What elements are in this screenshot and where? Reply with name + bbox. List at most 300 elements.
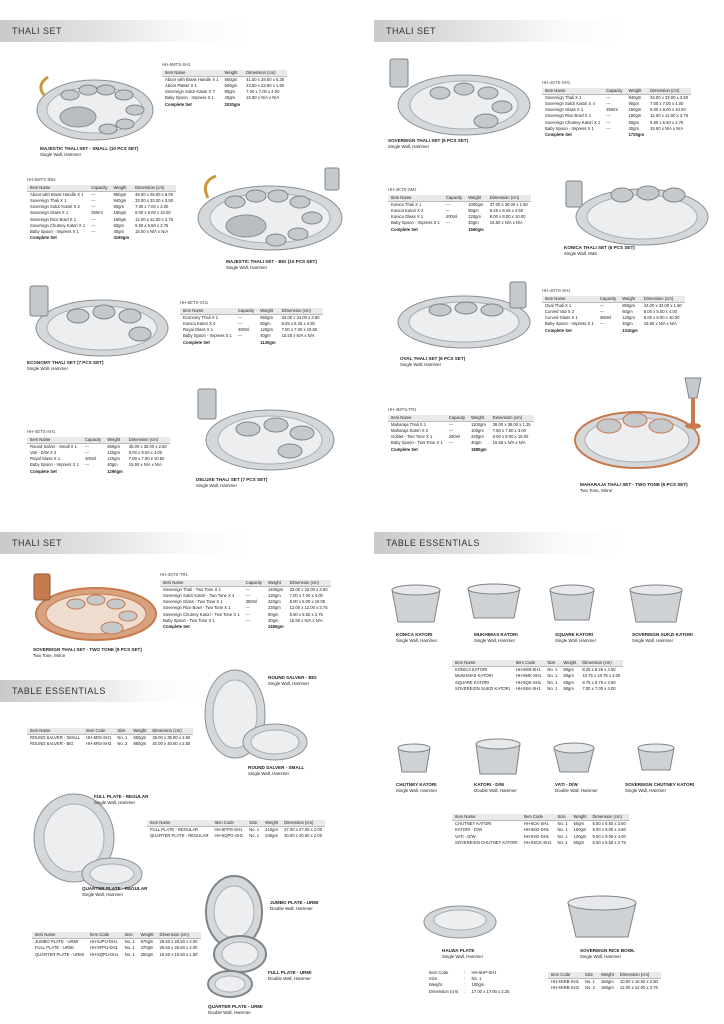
spec-table [147,820,325,840]
table-row [452,660,623,667]
table-cell: ROUND SALVER - BIG [30,741,74,747]
table-cell: Goblet - Two Tone X 1 [391,434,433,440]
product-subtitle: Single Wall, Hammer [555,638,597,643]
table-cell: 40gm [471,440,482,446]
spec-table [426,970,512,995]
item-code: HH-4KTS-SM1 [388,187,417,192]
table-cell: 9.00 x 9.00 x 4.00 [592,833,626,839]
column-header: Dimension (cm) [490,415,534,422]
table-cell: Sovereign Chutney Katori - Two Tone X 1 [163,611,240,617]
table-cell: --- [245,586,250,592]
column-header: Item Name [452,814,521,821]
table-cell: 130gm [267,593,281,598]
table-cell: 15.50 x N/A x N/A [289,617,323,623]
table-cell: 15.50 x N/A x N/A [650,125,684,131]
column-header: Item Name [160,580,243,587]
table-row [542,302,685,309]
table-cell: No. 1 [249,827,260,833]
table-row [180,314,323,321]
table-row [162,70,287,77]
product-subtitle: Two Tone, Mirror [33,653,66,658]
table-cell: No. 1 [471,976,482,982]
table-row [548,972,661,979]
column-header: Size [122,932,138,939]
table-cell: No. 1 [547,673,558,679]
product-title: ECONOMY THALI SET (7 PCS SET) [27,360,104,365]
table-cell: --- [448,428,453,433]
table-cell: SOVEREIGN CHUTNEY KATORI [455,839,518,845]
table-cell [446,447,468,453]
product-title: FULL PLATE - REGULAR [94,794,149,799]
table-cell: HH-5QPG-SH1 [214,833,244,839]
table-cell: --- [91,229,96,235]
table-cell: 8.25 x 8.25 x 4.50 [489,208,524,213]
table-cell: --- [606,113,611,119]
total-row [542,328,685,334]
column-header: Capacity [235,308,257,315]
table-cell: HH-5HP-SH1 [471,970,497,975]
table-cell: 120gm [573,833,587,839]
majestic-big-image [190,160,350,255]
column-header: Capacity [446,415,468,422]
table-cell: No. 2 [117,741,128,747]
spec-table [27,185,176,242]
table-cell: 1000gm [468,201,484,207]
table-cell: 34.00 x 34.00 x 3.50 [281,314,320,320]
table-cell: Item Code [429,970,449,975]
table-row [147,820,325,827]
table-cell: --- [606,94,611,100]
column-header: Size [555,814,571,821]
table-row [542,88,691,95]
column-header: Capacity [597,296,619,303]
table-row [27,437,170,444]
product-subtitle: Single Wall, Hammer [632,638,674,643]
table-cell: --- [91,216,96,222]
table-cell: 400ml [445,214,458,220]
column-header: Weight [571,814,590,821]
table-row [452,686,623,692]
table-cell: Dimension (cm) [429,988,459,994]
table-row [452,814,629,821]
table-cell: --- [91,222,96,228]
table-cell: 40gm [267,617,279,623]
column-header: Dimension (cm) [281,820,325,827]
table-cell: --- [448,440,453,446]
table-cell: 850gm [224,76,238,82]
table-cell: 27.00 x 27.00 x 2.00 [284,827,323,833]
item-code: HH-4OTS-SH1 [542,288,571,293]
table-cell: 40gm [224,95,236,101]
column-header: Item Code [83,728,114,735]
table-cell: Konica Katori X 4 [183,321,216,326]
product-title: JUMBO PLATE - URMI [270,900,319,905]
mukhimas-katori-caption [474,632,518,644]
column-header: Item Name [32,932,87,939]
table-cell: 41.50 x 28.00 x 6.30 [246,76,285,82]
halwa-spec [426,970,512,995]
table-cell [287,624,331,630]
product-title: SOVEREIGN THALI SET - TWO TONE (9 PCS SET) [33,647,142,652]
product-title: CHUTNEY KATORI [396,782,437,787]
table-cell: Sovereign Glass X 1 [30,210,69,216]
table-cell [243,624,265,630]
table-cell: 5.50 x 5.50 x 2.75 [135,222,169,228]
table-cell: 1130gm [260,339,276,345]
table-cell: 350ml [91,210,103,216]
table-cell: FULL PLATE - REGULAR [150,827,199,833]
product-title: ROUND SALVER - SMALL [248,765,305,770]
table-cell: --- [237,321,243,326]
halwa-plate-image [420,900,500,945]
spec-table [452,660,623,692]
table-cell: Sovereign Sukzi Katori X 7 [165,89,215,95]
table-cell: 12.00 x 12.00 x 3.75 [135,216,174,222]
product-title: KONICA THALI SET (6 PCS SET) [564,245,635,250]
table-cell: --- [91,198,96,203]
table-cell: Konica Glass X 1 [391,214,424,220]
table-cell: 8.00 x 8.00 x 4.00 [643,309,678,314]
table-cell: No. 1 [547,685,558,691]
table-row [27,443,170,450]
table-cell: 15.50 x N/A x N/A [489,220,523,226]
table-cell: 38.00 x 38.00 x 1.25 [492,421,531,427]
table-cell: VATI - D/W [455,833,476,839]
product-subtitle: Single Wall, Hammer [196,483,238,488]
table-row [160,580,331,587]
katori-spec-2 [452,814,629,846]
table-cell: 10.75 x 10.75 x 4.00 [582,673,621,679]
table-cell [647,132,691,138]
table-cell: 5.50 x 5.50 x 2.75 [289,611,323,617]
table-cell: 5.50 x 5.50 x 2.75 [592,839,626,845]
table-cell: HH-5FPU-DH1 [89,945,118,951]
table-cell: --- [599,309,605,314]
table-cell: 1310gm [622,327,638,333]
table-cell: KONICA KATORI [455,667,488,673]
total-row [180,340,323,346]
section-banner [0,532,250,554]
table-cell: --- [245,617,250,623]
sovereign-chutney-katori-caption [625,782,694,794]
table-cell: 240gm [471,434,484,440]
table-row [27,191,176,198]
column-header: Item Name [27,437,82,444]
spec-table [388,415,534,453]
table-cell: 470gm [140,945,154,951]
spec-table [27,437,170,475]
column-header: Weight [110,185,132,192]
table-row [452,680,623,686]
sovereign-caption [388,138,468,150]
table-cell: : [464,976,466,982]
table-cell: HH-5KB-SH1 [515,667,541,673]
quadrant-top-right [362,0,724,512]
column-header: Dimension (cm) [243,70,287,77]
table-cell: 500gm [224,83,238,88]
majestic-big-caption [226,259,317,271]
column-header: Weight [560,660,579,667]
table-row [162,95,287,101]
section-title: THALI SET [12,26,63,36]
table-cell: 240gm [265,833,278,839]
oval-image [392,280,537,355]
table-cell: --- [599,302,605,308]
product-title: KONICA KATORI [396,632,433,637]
table-cell: 850gm [622,302,635,308]
sovereign-sukzi-katori-caption [632,632,693,644]
table-cell: 12.00 x 12.00 x 3.75 [289,605,328,611]
column-header: Item Code [513,660,545,667]
table-row [388,421,534,428]
section-banner [0,20,250,42]
table-cell: 8.00 x 8.00 x 10.00 [643,315,680,321]
deluxe-caption [196,477,267,489]
table-row [160,612,331,618]
table-row [180,308,323,315]
column-header: Weight [598,972,617,979]
product-title: KATORI - D/W [474,782,505,787]
item-code: HH-4DTS-SH1 [27,429,56,434]
table-row [388,415,534,422]
table-cell: 120gm [107,450,120,455]
table-cell: 350ml [606,107,618,113]
table-cell: 100gm [471,982,485,988]
table-cell: Sovereign Rice Bowl - Two Tone X 1 [163,605,231,611]
table-cell: --- [245,593,250,598]
table-cell [279,340,323,346]
table-cell: 650gm [133,735,147,741]
urmi-plates-image [200,872,270,1002]
table-cell: No. 1 [584,979,595,985]
product-title: SOVEREIGN RICE BOWL [580,948,635,953]
table-row [452,667,623,674]
table-row [548,979,661,986]
table-cell: 28.50 x 28.50 x 2.00 [159,939,198,945]
table-cell: --- [84,450,90,455]
plates-spec [147,820,325,840]
table-cell: QUARTER PLATE - URMI [35,951,84,957]
section-banner [0,680,200,702]
table-cell: --- [237,333,243,339]
table-cell: 650gm [260,314,273,320]
table-cell: 10.50 x 10.50 x 2.50 [619,979,658,985]
table-cell: Sovereign Glass - Two Tone X 1 [163,599,223,605]
table-cell: 50gm [573,821,585,827]
square-katori-caption [555,632,596,644]
table-cell: Maharaja Thali X 1 [391,421,427,427]
table-cell: 43.00 x 32.00 x 1.50 [643,302,682,308]
table-cell: 8.25 x 8.25 x 4.50 [281,321,315,326]
table-cell: Baby Spoon - Impress X 1 [391,220,440,226]
spec-table [162,70,287,108]
table-cell: Konica Katori X 3 [391,208,424,213]
product-title: FULL PLATE - URMI [268,970,312,975]
table-cell [126,469,170,475]
table-cell: SQUARE KATORI [455,679,490,685]
table-cell [490,447,534,453]
product-title: OVAL THALI SET (6 PCS SET) [400,356,466,361]
table-row [27,728,193,735]
table-cell: No. 1 [124,945,135,951]
maharaja-caption [580,482,688,494]
column-header: Item Name [388,195,443,202]
table-row [27,735,193,742]
table-row [388,195,531,202]
sovereign-rice-bowl-image [562,887,642,947]
table-cell: Complete Set [30,235,57,241]
table-cell: 23.50 x 23.50 x 1.50 [246,83,285,88]
column-header: Dimension (cm) [647,88,691,95]
table-cell: 33.00 x 33.00 x 3.50 [135,198,174,203]
majestic-small-spec [162,62,287,108]
spec-table [388,195,531,233]
table-row [542,296,685,303]
table-cell: Konica Thali X 1 [391,201,422,207]
column-header: Capacity [443,195,465,202]
quarter-plate-regular-caption [82,886,148,898]
product-subtitle: Single Wall, Hammer [396,788,438,793]
column-header: Weight [222,70,244,77]
table-cell: 33.00 x 33.00 x 3.50 [650,94,689,100]
column-header: Capacity [603,88,625,95]
table-cell: 120gm [107,456,120,462]
column-header: Dimension (cm) [126,437,170,444]
table-cell: --- [91,191,96,197]
item-code: HH-4MTS-TR1 [388,407,417,412]
table-cell: 15.50 x N/A x N/A [135,229,169,235]
table-cell: 250gm [140,951,154,957]
table-cell: No. 1 [249,833,260,839]
table-cell: HH-5SK-SH1 [515,685,541,691]
table-row [548,985,661,991]
column-header: Weight [265,580,287,587]
table-cell [641,328,685,334]
table-cell: 7.00 x 7.00 x 4.00 [650,101,684,106]
column-header: Item Name [162,70,222,77]
table-cell: --- [606,101,611,106]
table-cell: 35.00 x 35.00 x 2.50 [128,443,167,449]
table-cell: 15.50 x N/A x N/A [128,462,162,468]
total-row [388,227,531,233]
spec-table [542,296,685,334]
urmi-spec [32,932,201,958]
table-cell: --- [606,125,611,131]
table-cell: 40gm [107,462,118,468]
sovereign-two-tone-image [28,570,158,645]
table-cell: Baby Spoon - Impress X 1 [183,333,232,339]
column-header: Item Code [548,972,582,979]
table-cell: 80gm [563,673,574,679]
sovereign-spec [542,80,691,138]
table-cell: 8.00 x 8.00 x 10.00 [650,107,686,113]
table-cell: 8.25 x 8.25 x 4.50 [582,667,616,673]
product-subtitle: Double Wall, Hammer [208,1010,251,1015]
column-header: Item Name [147,820,211,827]
table-row [388,201,531,208]
katori-dw-caption [474,782,517,794]
table-cell: 150gm [600,979,614,985]
spec-table [548,972,661,992]
table-cell: 7.00 x 7.00 x 4.00 [135,204,169,210]
table-cell: 60gm [622,309,633,314]
table-cell: No. 1 [557,833,568,839]
table-cell: : [464,982,466,988]
table-cell: 7.00 x 7.00 x 10.50 [281,327,318,333]
table-cell: 50gm [573,839,585,845]
product-title: QUARTER PLATE - REGULAR [82,886,148,891]
table-cell: 120gm [622,315,635,321]
table-cell: JUMBO PLATE - URMI [35,939,79,945]
spec-table [180,308,323,346]
spec-table [452,814,629,846]
table-cell: CHUTNEY KATORI [455,821,492,827]
table-row [426,989,512,995]
table-cell: Sovereign Chutney Katori X 1 [30,222,86,228]
table-cell: QUARTER PLATE - REGULAR [150,833,209,839]
table-cell: 80gm [468,208,479,213]
product-title: MUKHIMAS KATORI [474,632,518,637]
total-row [388,447,534,453]
column-header: Dimension (cm) [579,660,623,667]
column-header: Dimension (cm) [590,814,629,821]
product-subtitle: Single Wall, Hammer [442,954,484,959]
table-cell: 400ml [84,456,97,462]
table-cell [603,132,625,138]
total-row [162,102,287,108]
item-code: HH-6ETS-SH1 [180,300,209,305]
product-title: SOVEREIGN SUKZI KATORI [632,632,693,637]
table-cell: 350ml [599,315,612,321]
table-cell: No. 1 [124,939,135,945]
table-cell: --- [445,220,451,226]
table-cell: 150gm [628,107,642,113]
column-header: Dimension (cm) [287,580,331,587]
table-cell: 7.00 x 7.00 x 10.50 [128,456,165,462]
product-title: SQUARE KATORI [555,632,594,637]
oval-caption [400,356,465,368]
total-row [542,132,691,138]
table-cell: 220gm [267,599,281,605]
table-cell: 230gm [267,605,281,611]
spec-table [27,728,193,748]
product-subtitle: Single Wall, Hammer [580,954,622,959]
column-header: Size [246,820,262,827]
table-cell: : [464,988,466,994]
table-cell: 40gm [628,125,639,131]
product-title: MAJESTIC THALI SET - BIG (10 PCS SET) [226,259,317,264]
product-subtitle: Double Wall, Hammer [474,788,517,793]
table-cell: 160gm [573,827,587,833]
table-cell: Baby Spoon - Impress X 1 [165,95,214,101]
table-cell: Size [429,976,438,982]
column-header: Dimension (cm) [279,308,323,315]
table-cell: 20.00 x 20.00 x 2.00 [284,833,323,839]
table-cell: --- [245,611,250,617]
table-cell: KATORI - D/W [455,827,483,833]
product-subtitle: Single Wall, Hammer [268,681,310,686]
table-cell: No. 2 [584,985,595,991]
section-banner [374,20,624,42]
table-cell: 48.00 x 28.00 x 8.00 [135,191,174,197]
table-cell: --- [445,201,451,207]
table-cell: No. 1 [557,827,568,833]
konica-caption [564,245,635,257]
section-title: TABLE ESSENTIALS [386,538,480,548]
column-header: Item Code [521,814,555,821]
product-title: ROUND SALVER - BIG [268,675,317,680]
table-cell: : [464,970,466,975]
